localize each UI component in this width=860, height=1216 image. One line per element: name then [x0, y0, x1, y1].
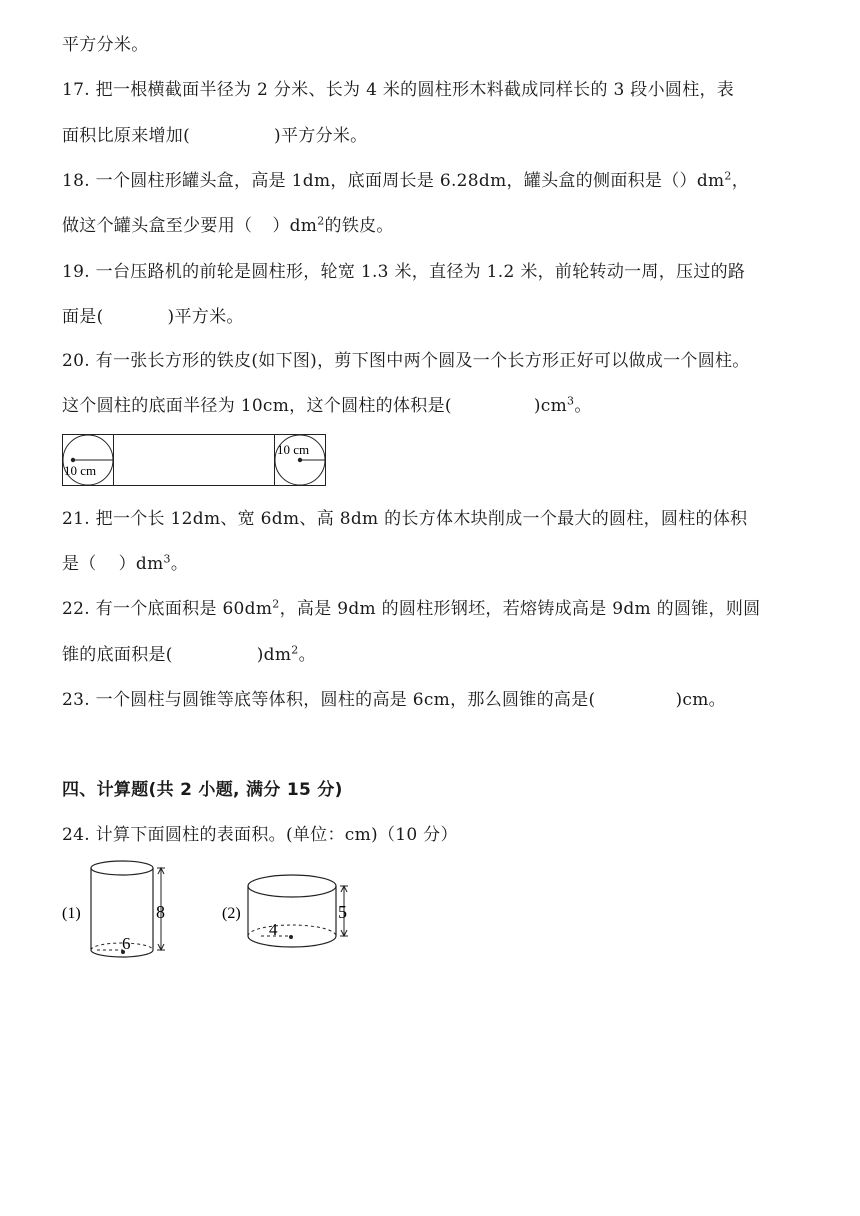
- text-segment: 这个圆柱的底面半径为 10cm，这个圆柱的体积是(: [62, 396, 452, 416]
- text-segment: 17. 把一根横截面半径为 2 分米、长为 4 米的圆柱形木料截成同样长的 3 段小圆柱，表: [62, 80, 735, 100]
- text-segment: 面是(: [62, 307, 104, 327]
- question-18-line-2: [62, 215, 394, 237]
- cylinder-1-top: [91, 861, 153, 875]
- text-segment: 。: [170, 554, 189, 574]
- text-segment: )dm: [256, 645, 292, 665]
- cylinder-1-diameter: 6: [122, 934, 131, 953]
- cylinders-figure: [62, 856, 362, 966]
- text-segment: 。: [298, 645, 316, 665]
- text-segment: ）dm: [118, 554, 164, 574]
- left-center-dot: [71, 458, 75, 462]
- cylinder-2-radius: 4: [269, 920, 278, 939]
- question-21-line-2: [62, 553, 188, 575]
- text-segment: )平方米。: [167, 307, 244, 327]
- iron-sheet-figure: [62, 434, 328, 488]
- superscript: 3: [567, 394, 575, 408]
- question-17-line-2: [62, 125, 367, 147]
- right-radius-label: 10 cm: [277, 442, 310, 457]
- question-22-line-1: [62, 598, 760, 620]
- text-segment: 。: [574, 396, 592, 416]
- text-segment: 24. 计算下面圆柱的表面积。(单位：cm)（10 分）: [62, 825, 458, 845]
- text-segment: 面积比原来增加(: [62, 126, 191, 146]
- cylinder-1-height: 8: [156, 902, 165, 922]
- question-20-line-1: [62, 350, 750, 372]
- superscript: 3: [163, 552, 171, 566]
- cylinder-2-height: 5: [338, 902, 347, 922]
- superscript: 2: [724, 169, 732, 183]
- text-segment: )cm: [533, 396, 567, 416]
- text-segment: 是（: [62, 554, 97, 574]
- cylinder-2-center-dot: [289, 935, 293, 939]
- line-continuation: [62, 34, 149, 56]
- text-segment: ，: [731, 171, 750, 191]
- question-24: [62, 824, 458, 846]
- text-segment: )平方分米。: [274, 126, 368, 146]
- question-17-line-1: [62, 79, 734, 101]
- text-segment: 平方分米。: [62, 35, 149, 55]
- cylinder-1-label: (1): [62, 905, 81, 922]
- text-segment: 23. 一个圆柱与圆锥等底等体积，圆柱的高是 6cm，那么圆锥的高是(: [62, 690, 596, 710]
- text-segment: 20. 有一张长方形的铁皮(如下图)，剪下图中两个圆及一个长方形正好可以做成一个圆柱。: [62, 351, 750, 371]
- text-segment: 做这个罐头盒至少要用（: [62, 216, 253, 236]
- superscript: 2: [317, 214, 325, 228]
- text-segment: 22. 有一个底面积是 60dm: [62, 599, 273, 619]
- text-segment: 四、计算题(共 2 小题, 满分 15 分): [62, 780, 343, 800]
- question-18-line-1: [62, 170, 749, 192]
- text-segment: 锥的底面积是(: [62, 645, 173, 665]
- section-heading: [62, 779, 343, 801]
- text-segment: 的铁皮。: [324, 216, 394, 236]
- right-center-dot: [298, 458, 302, 462]
- question-20-line-2: [62, 395, 592, 417]
- text-segment: )cm。: [675, 690, 726, 710]
- cylinder-2-label: (2): [222, 905, 241, 922]
- question-23: [62, 689, 726, 711]
- question-19-line-1: [62, 261, 745, 283]
- cylinder-2-bottom-back: [248, 925, 336, 936]
- cylinder-2-top: [248, 875, 336, 897]
- question-19-line-2: [62, 306, 244, 328]
- question-21-line-1: [62, 508, 747, 530]
- superscript: 2: [272, 597, 280, 611]
- superscript: 2: [291, 643, 299, 657]
- text-segment: 18. 一个圆柱形罐头盒，高是 1dm，底面周长是 6.28dm，罐头盒的侧面积是（）dm: [62, 171, 725, 191]
- text-segment: ）dm: [272, 216, 318, 236]
- text-segment: ，高是 9dm 的圆柱形钢坯，若熔铸成高是 9dm 的圆锥，则圆: [279, 599, 761, 619]
- text-segment: 21. 把一个长 12dm、宽 6dm、高 8dm 的长方体木块削成一个最大的圆柱，圆柱的体积: [62, 509, 748, 529]
- text-segment: 19. 一台压路机的前轮是圆柱形，轮宽 1.3 米，直径为 1.2 米，前轮转动一周，压过的路: [62, 262, 746, 282]
- question-22-line-2: [62, 644, 316, 666]
- left-radius-label: 10 cm: [64, 463, 97, 478]
